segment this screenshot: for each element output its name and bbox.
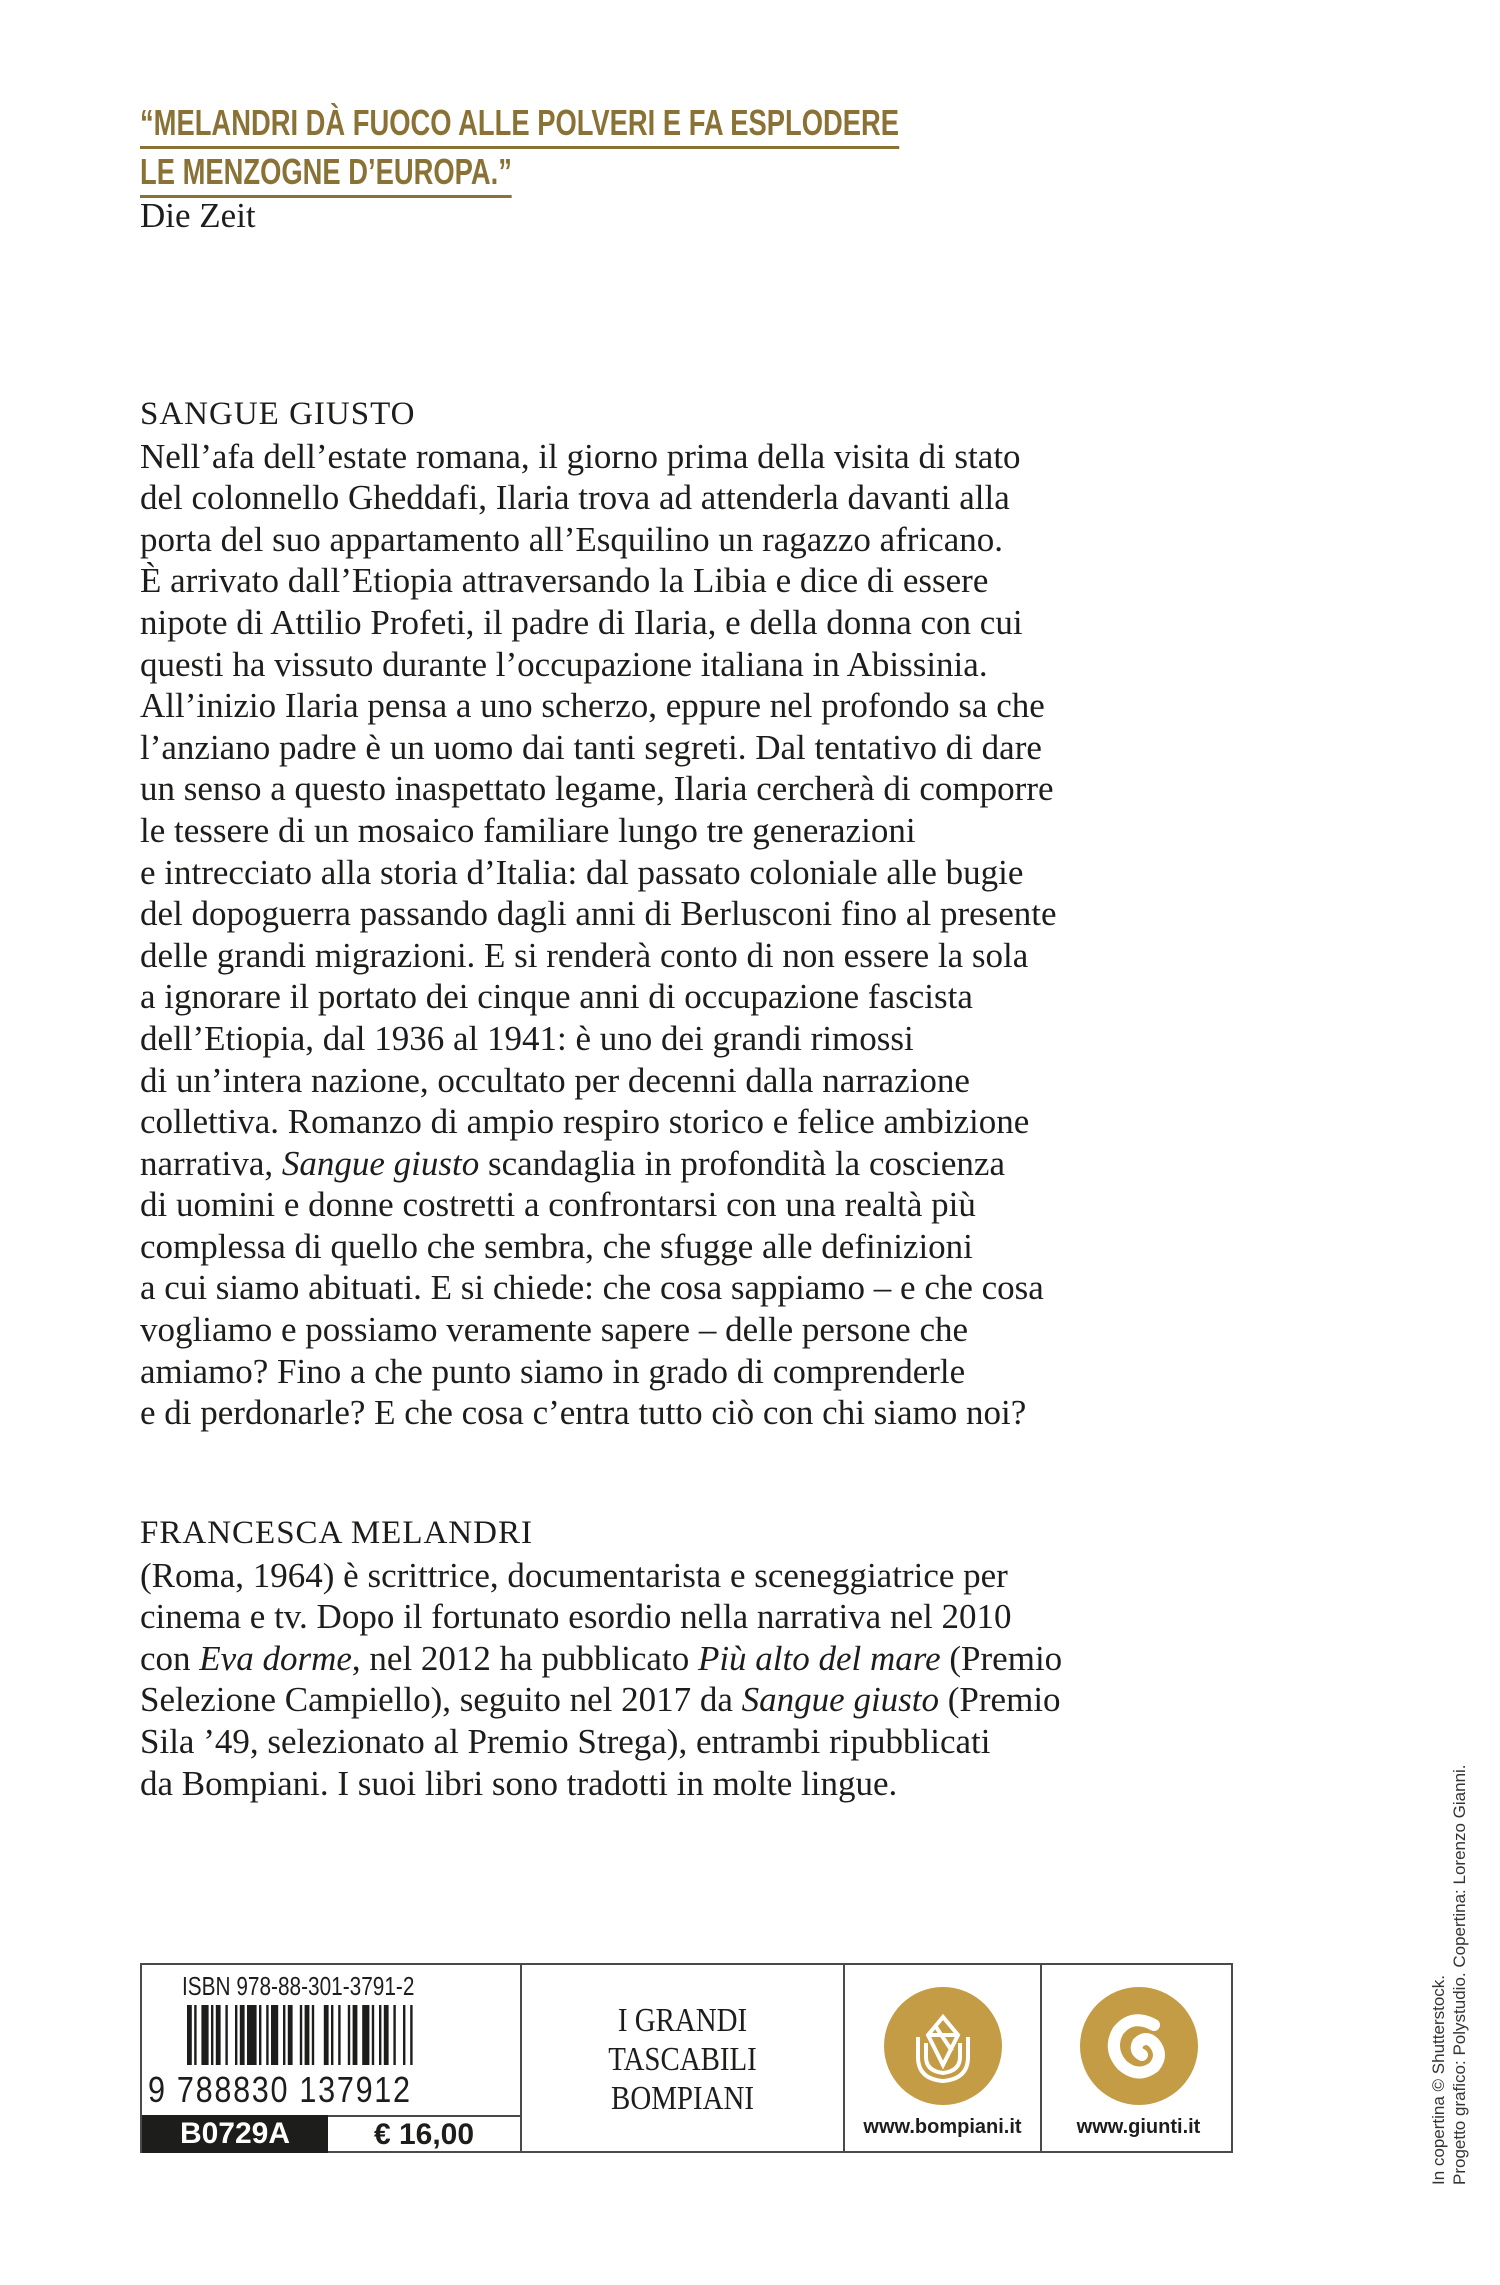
text-segment: , nel 2012 ha pubblicato xyxy=(351,1638,698,1678)
text-segment: a ignorare il portato dei cinque anni di occupazione fascista xyxy=(140,977,973,1017)
text-line xyxy=(140,852,1057,894)
series-line: I GRANDI xyxy=(617,2002,748,2039)
text-line xyxy=(140,477,1057,519)
barcode-bar xyxy=(187,2005,192,2065)
text-segment: complessa di quello che sembra, che sfugge alle definizioni xyxy=(140,1226,973,1266)
text-segment: l’anziano padre è un uomo dai tanti segreti. Dal tentativo di dare xyxy=(140,727,1042,767)
synopsis-heading: SANGUE GIUSTO xyxy=(140,396,416,432)
text-line xyxy=(140,1184,1057,1226)
barcode-bar xyxy=(201,2005,208,2065)
text-line xyxy=(140,768,1057,810)
text-segment: È arrivato dall’Etiopia attraversando la Libia e dice di essere xyxy=(140,561,989,601)
barcode-bar xyxy=(362,2005,369,2065)
text-segment: Nell’afa dell’estate romana, il giorno prima della visita di stato xyxy=(140,436,1021,476)
synopsis-text xyxy=(140,436,1057,1434)
text-line xyxy=(140,560,1057,602)
barcode-bar xyxy=(216,2005,221,2065)
giunti-spiral-logo-icon xyxy=(1080,1987,1198,2105)
cover-credits xyxy=(1428,1764,1470,2185)
credit-line: In copertina © Shutterstock. xyxy=(1429,1974,1448,2185)
giunti-cell xyxy=(1042,1965,1235,2151)
barcode-bar xyxy=(410,2005,412,2065)
barcode-bar xyxy=(312,2005,314,2065)
press-quote xyxy=(140,100,899,198)
barcode-bar xyxy=(266,2005,268,2065)
text-segment: All’inizio Ilaria pensa a uno scherzo, eppure nel profondo sa che xyxy=(140,686,1045,726)
text-line xyxy=(140,810,1057,852)
author-heading: FRANCESCA MELANDRI xyxy=(140,1515,533,1551)
text-line xyxy=(140,1267,1057,1309)
barcode-bar xyxy=(247,2005,257,2065)
barcode-bar xyxy=(283,2005,285,2065)
text-segment: a cui siamo abituati. E si chiede: che cosa sappiamo – e che cosa xyxy=(140,1268,1044,1308)
text-line xyxy=(140,1351,1057,1393)
text-segment: di uomini e donne costretti a confrontarsi con una realtà più xyxy=(140,1185,976,1225)
text-segment: del colonnello Gheddafi, Ilaria trova ad attenderla davanti alla xyxy=(140,478,1010,518)
quote-source: Die Zeit xyxy=(140,196,256,235)
text-line xyxy=(140,1392,1057,1434)
series-logo xyxy=(546,2001,819,2118)
text-line xyxy=(140,436,1057,478)
bompiani-url: www.bompiani.it xyxy=(863,2116,1022,2138)
barcode-bar xyxy=(288,2005,293,2065)
bompiani-flower-logo-icon xyxy=(884,1987,1002,2105)
text-segment: del dopoguerra passando dagli anni di Berlusconi fino al presente xyxy=(140,894,1057,934)
text-line xyxy=(140,1763,1062,1805)
text-line xyxy=(140,976,1057,1018)
book-title: Più alto del mare xyxy=(697,1638,941,1678)
text-line xyxy=(140,1309,1057,1351)
synopsis xyxy=(140,394,1057,1434)
text-segment: di un’intera nazione, occultato per decenni dalla narrazione xyxy=(140,1060,970,1100)
text-segment: con xyxy=(140,1638,200,1678)
text-segment: amiamo? Fino a che punto siamo in grado di comprenderle xyxy=(140,1351,966,1391)
text-segment: e di perdonarle? E che cosa c’entra tutto ciò con chi siamo noi? xyxy=(140,1393,1027,1433)
text-line xyxy=(140,1638,1062,1680)
barcode-bar xyxy=(211,2005,213,2065)
barcode-box xyxy=(140,1963,1233,2153)
barcode-bar xyxy=(225,2005,227,2065)
text-line xyxy=(140,1555,1062,1597)
barcode-cell xyxy=(142,1965,522,2151)
text-line xyxy=(140,1721,1062,1763)
product-code: B0729A xyxy=(142,2115,328,2153)
text-line xyxy=(140,519,1057,561)
author-bio xyxy=(140,1513,1062,1804)
text-segment: scandaglia in profondità la coscienza xyxy=(479,1143,1005,1183)
series-cell xyxy=(522,1965,845,2151)
text-line xyxy=(140,685,1057,727)
text-segment: Selezione Campiello), seguito nel 2017 da xyxy=(140,1680,742,1720)
text-segment: narrativa, xyxy=(140,1143,282,1183)
text-segment: Sila ’49, selezionato al Premio Strega), entrambi ripubblicati xyxy=(140,1721,991,1761)
author-text xyxy=(140,1555,1062,1805)
price: € 16,00 xyxy=(328,2115,520,2153)
text-segment: questi ha vissuto durante l’occupazione italiana in Abissinia. xyxy=(140,644,988,684)
text-line xyxy=(140,727,1057,769)
barcode-bar xyxy=(240,2005,245,2065)
book-title: Sangue giusto xyxy=(281,1143,480,1183)
giunti-url: www.giunti.it xyxy=(1076,2116,1201,2138)
barcode-bar xyxy=(324,2005,329,2065)
series-line: BOMPIANI xyxy=(611,2080,754,2117)
text-line xyxy=(140,893,1057,935)
barcode-bar xyxy=(353,2005,358,2065)
credit-line: Progetto grafico: Polystudio. Copertina: Lorenzo Gianni. xyxy=(1450,1764,1469,2185)
barcode-bar xyxy=(372,2005,374,2065)
text-segment: da Bompiani. I suoi libri sono tradotti in molte lingue. xyxy=(140,1763,898,1803)
text-line xyxy=(140,935,1057,977)
text-line xyxy=(140,1018,1057,1060)
series-line: TASCABILI xyxy=(608,2041,757,2078)
barcode-digits xyxy=(148,2069,412,2111)
barcode-bar xyxy=(348,2005,350,2065)
text-segment: le tessere di un mosaico familiare lungo tre generazioni xyxy=(140,810,916,850)
text-segment: e intrecciato alla storia d’Italia: dal passato coloniale alle bugie xyxy=(140,852,1024,892)
barcode-bar xyxy=(194,2005,196,2065)
barcode-bar xyxy=(379,2005,381,2065)
text-line xyxy=(140,1596,1062,1638)
book-title: Sangue giusto xyxy=(741,1680,940,1720)
barcode-bar xyxy=(331,2005,333,2065)
barcode-digits-text: 9 788830 137912 xyxy=(148,2069,412,2110)
isbn: ISBN 978-88-301-3791-2 xyxy=(182,1971,415,2001)
text-segment: collettiva. Romanzo di ampio respiro storico e felice ambizione xyxy=(140,1102,1030,1142)
barcode-bar xyxy=(384,2005,389,2065)
text-segment: (Roma, 1964) è scrittrice, documentarista e sceneggiatrice per xyxy=(140,1555,1008,1595)
text-line xyxy=(140,1101,1057,1143)
text-segment: nipote di Attilio Profeti, il padre di Ilaria, e della donna con cui xyxy=(140,602,1023,642)
barcode-bar xyxy=(338,2005,340,2065)
barcode-bar xyxy=(259,2005,261,2065)
quote-line: LE MENZOGNE D’EUROPA.” xyxy=(140,149,512,198)
book-title: Eva dorme xyxy=(199,1638,352,1678)
text-segment: dell’Etiopia, dal 1936 al 1941: è uno dei grandi rimossi xyxy=(140,1018,914,1058)
quote-line: “MELANDRI DÀ FUOCO ALLE POLVERI E FA ESPLODERE xyxy=(140,100,899,149)
barcode-bar xyxy=(403,2005,405,2065)
barcode-bar xyxy=(271,2005,278,2065)
text-line xyxy=(140,1679,1062,1721)
text-line xyxy=(140,602,1057,644)
text-line xyxy=(140,644,1057,686)
text-segment: vogliamo e possiamo veramente sapere – delle persone che xyxy=(140,1310,969,1350)
barcode xyxy=(187,2005,477,2065)
barcode-bar xyxy=(235,2005,237,2065)
text-segment: cinema e tv. Dopo il fortunato esordio nella narrativa nel 2010 xyxy=(140,1597,1012,1637)
text-segment: porta del suo appartamento all’Esquilino un ragazzo africano. xyxy=(140,519,1004,559)
text-line xyxy=(140,1060,1057,1102)
text-line xyxy=(140,1226,1057,1268)
barcode-bar xyxy=(305,2005,310,2065)
barcode-bar xyxy=(300,2005,302,2065)
bompiani-cell xyxy=(845,1965,1042,2151)
barcode-bar xyxy=(393,2005,395,2065)
text-segment: (Premio xyxy=(939,1680,1061,1720)
text-line xyxy=(140,1143,1057,1185)
text-segment: un senso a questo inaspettato legame, Ilaria cercherà di comporre xyxy=(140,769,1054,809)
text-segment: (Premio xyxy=(940,1638,1063,1678)
text-segment: delle grandi migrazioni. E si renderà conto di non essere la sola xyxy=(140,935,1029,975)
